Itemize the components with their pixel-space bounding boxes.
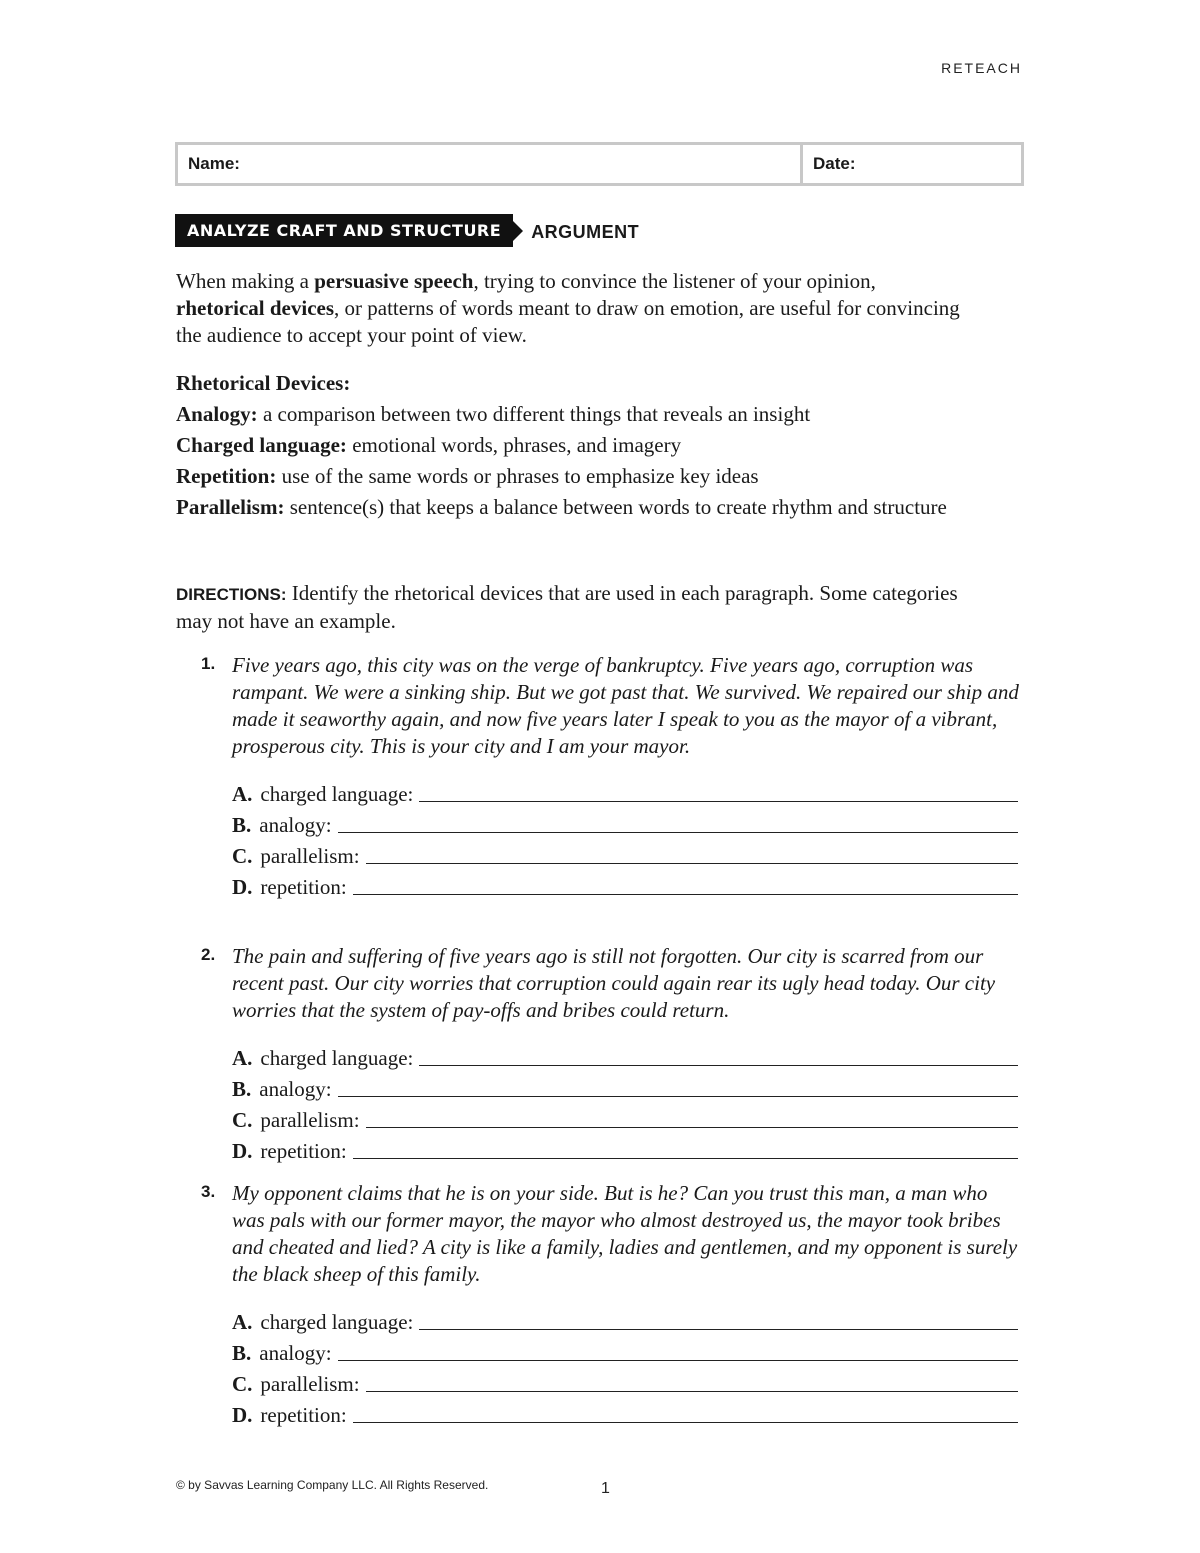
copyright-notice: © by Savvas Learning Company LLC. All Rights Reserved. <box>176 1478 489 1492</box>
answer-label: parallelism: <box>260 1108 360 1132</box>
device-item <box>176 461 986 492</box>
answer-row <box>232 869 1018 900</box>
intro-paragraph <box>176 268 966 349</box>
answer-label: analogy: <box>259 1341 332 1365</box>
rhetorical-devices-list <box>176 368 986 521</box>
device-item <box>176 494 986 521</box>
device-item <box>176 399 986 430</box>
term-persuasive-speech: persuasive speech <box>314 269 474 293</box>
answer-label: charged language: <box>260 782 414 806</box>
answer-row <box>232 838 1018 869</box>
date-label: Date: <box>813 154 856 173</box>
answer-letter: B. <box>232 1341 252 1365</box>
answer-blank[interactable] <box>419 1065 1018 1066</box>
answer-letter: C. <box>232 844 253 868</box>
answer-blank[interactable] <box>419 801 1018 802</box>
answer-label: repetition: <box>260 1139 347 1163</box>
answer-letter: C. <box>232 1108 253 1132</box>
device-definition: use of the same words or phrases to emphasize key ideas <box>276 464 759 488</box>
name-label: Name: <box>188 154 240 173</box>
answer-label: parallelism: <box>260 844 360 868</box>
answer-letter: A. <box>232 1310 253 1334</box>
answer-row <box>232 1040 1018 1071</box>
answer-blank[interactable] <box>353 894 1018 895</box>
answer-list <box>232 1040 1018 1164</box>
device-label: Analogy: <box>176 402 258 426</box>
answer-blank[interactable] <box>419 1329 1018 1330</box>
answer-row <box>232 1397 1018 1428</box>
answer-label: charged language: <box>260 1310 414 1334</box>
answer-label: analogy: <box>259 813 332 837</box>
name-field[interactable] <box>178 145 803 183</box>
answer-blank[interactable] <box>338 832 1018 833</box>
answer-label: analogy: <box>259 1077 332 1101</box>
device-label: Parallelism: <box>176 495 285 519</box>
reteach-label: RETEACH <box>941 60 1022 76</box>
answer-label: repetition: <box>260 875 347 899</box>
answer-letter: D. <box>232 875 253 899</box>
device-label: Repetition: <box>176 464 277 488</box>
directions <box>176 580 966 635</box>
device-definition: sentence(s) that keeps a balance between words to create rhythm and structure <box>284 495 947 519</box>
answer-letter: C. <box>232 1372 253 1396</box>
answer-blank[interactable] <box>338 1360 1018 1361</box>
answer-row <box>232 807 1018 838</box>
device-definition: emotional words, phrases, and imagery <box>346 433 682 457</box>
device-item <box>176 430 986 461</box>
question-3 <box>195 1180 1025 1428</box>
answer-letter: A. <box>232 782 253 806</box>
answer-label: repetition: <box>260 1403 347 1427</box>
answer-letter: A. <box>232 1046 253 1070</box>
answer-row <box>232 1133 1018 1164</box>
directions-label: DIRECTIONS: <box>176 585 287 604</box>
answer-letter: D. <box>232 1403 253 1427</box>
answer-blank[interactable] <box>366 1391 1018 1392</box>
intro-text-2: , trying to convince the listener of your opinion, <box>473 269 876 293</box>
question-passage: My opponent claims that he is on your side. But is he? Can you trust this man, a man who was pals with our former mayor, the mayor who almost destroyed us, the mayor took bribes and cheated and lied? A city is like a family, ladies and gentlemen, and my opponent is surely the black sheep of this family. <box>232 1181 1018 1286</box>
name-date-box <box>175 142 1024 186</box>
question-number: 2. <box>201 945 216 964</box>
intro-text-1: When making a <box>176 269 315 293</box>
page-number: 1 <box>601 1480 610 1497</box>
device-definition: a comparison between two different things that reveals an insight <box>257 402 811 426</box>
answer-list <box>232 776 1018 900</box>
answer-row <box>232 1071 1018 1102</box>
date-field[interactable] <box>803 145 1021 183</box>
answer-row <box>232 776 1018 807</box>
answer-row <box>232 1102 1018 1133</box>
answer-row <box>232 1366 1018 1397</box>
devices-heading: Rhetorical Devices: <box>176 371 351 395</box>
question-number: 1. <box>201 654 216 673</box>
term-rhetorical-devices: rhetorical devices <box>176 296 335 320</box>
answer-letter: B. <box>232 1077 252 1101</box>
answer-row <box>232 1304 1018 1335</box>
answer-blank[interactable] <box>353 1422 1018 1423</box>
answer-blank[interactable] <box>338 1096 1018 1097</box>
question-1 <box>195 652 1025 900</box>
answer-letter: D. <box>232 1139 253 1163</box>
answer-blank[interactable] <box>366 1127 1018 1128</box>
answer-blank[interactable] <box>366 863 1018 864</box>
answer-label: charged language: <box>260 1046 414 1070</box>
answer-label: parallelism: <box>260 1372 360 1396</box>
question-passage: The pain and suffering of five years ago is still not forgotten. Our city is scarred from our recent past. Our city worries that corruption could again rear its ugly head today. Our city worries that the system of pay-offs and bribes could return. <box>232 944 996 1022</box>
banner-subtitle: ARGUMENT <box>531 222 640 242</box>
answer-list <box>232 1304 1018 1428</box>
question-2 <box>195 943 1025 1164</box>
directions-text: Identify the rhetorical devices that are used in each paragraph. Some categories may not have an example. <box>176 581 958 633</box>
question-number: 3. <box>201 1182 216 1201</box>
banner-tab: ANALYZE CRAFT AND STRUCTURE <box>175 214 513 247</box>
section-banner <box>175 214 639 247</box>
intro-text-3: , or patterns of words meant to draw on emotion, are useful for convincing the audience to accept your point of view. <box>176 296 960 347</box>
banner-arrow-icon <box>513 221 523 241</box>
device-label: Charged language: <box>176 433 347 457</box>
answer-blank[interactable] <box>353 1158 1018 1159</box>
answer-letter: B. <box>232 813 252 837</box>
answer-row <box>232 1335 1018 1366</box>
question-passage: Five years ago, this city was on the verge of bankruptcy. Five years ago, corruption was rampant. We were a sinking ship. But we got past that. We survived. We repaired our ship and made it seaworthy again, and now five years later I speak to you as the mayor of a vibrant, prosperous city. This is your city and I am your mayor. <box>232 653 1019 758</box>
